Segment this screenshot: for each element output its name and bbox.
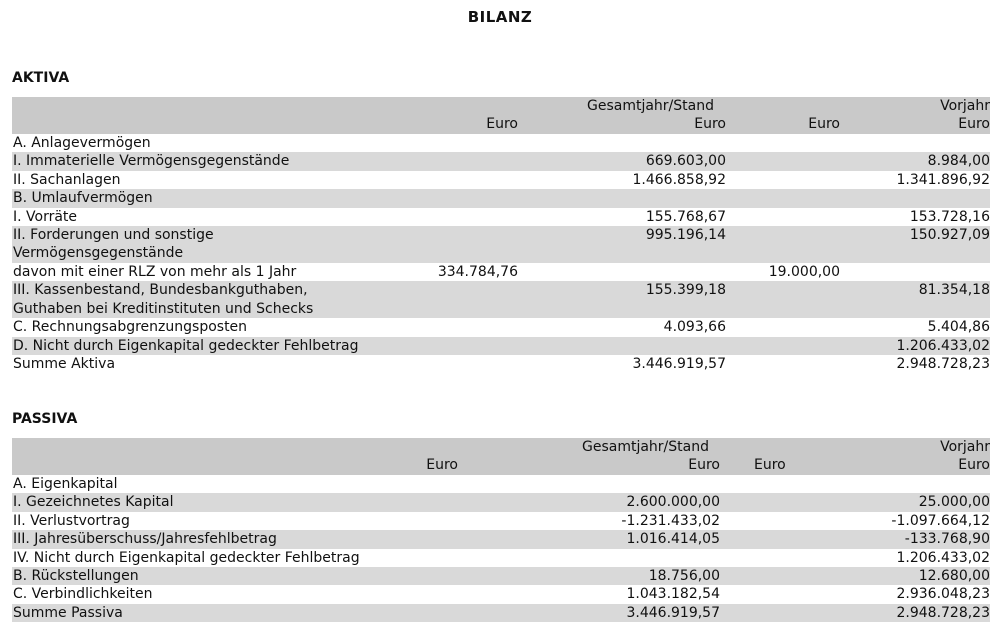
passiva-value-c4: 12.680,00 [918,567,990,584]
aktiva-table [12,97,990,374]
row-label-line: II. Forderungen und sonstige [13,226,214,243]
aktiva-value-c2: 669.603,00 [645,153,726,170]
aktiva-header-group: Gesamtjahr/Stand [587,98,714,114]
aktiva-row [12,263,990,281]
passiva-value-c4: 2.948.728,23 [896,604,990,621]
passiva-row [12,530,990,548]
aktiva-heading: AKTIVA [12,70,70,86]
passiva-value-c2: 1.016.414,05 [626,531,720,548]
passiva-row-label [13,530,277,548]
aktiva-value-c4: 1.341.896,92 [896,171,990,188]
row-label-line: A. Anlagevermögen [13,135,151,151]
row-label-line: davon mit einer RLZ von mehr als 1 Jahr [13,263,297,280]
passiva-row [12,475,990,493]
aktiva-value-c2: 155.768,67 [645,208,726,225]
aktiva-body [12,134,990,374]
aktiva-row-label [13,171,121,189]
row-label-line: Summe Aktiva [13,356,116,373]
passiva-body [12,475,990,622]
aktiva-row-label [13,263,296,281]
aktiva-row-label [13,355,115,373]
aktiva-row [12,208,990,226]
passiva-value-c2: 18.756,00 [648,567,720,584]
aktiva-row-label [13,208,77,226]
row-label-line: I. Immaterielle Vermögensgegenstände [13,153,290,170]
row-label-line: B. Rückstellungen [13,567,139,584]
passiva-heading: PASSIVA [12,411,78,427]
passiva-header-col3: Euro [754,457,786,473]
aktiva-header-col1: Euro [486,116,518,132]
aktiva-header-col4: Euro [958,116,990,132]
row-label-line: Vermögensgegenstände [13,245,184,262]
passiva-value-c2: 2.600.000,00 [626,494,720,511]
aktiva-value-c3: 19.000,00 [768,263,840,280]
aktiva-row-label [13,189,153,207]
aktiva-value-c4: 1.206.433,02 [896,337,990,354]
passiva-row-label [13,604,123,622]
aktiva-row [12,281,990,318]
aktiva-value-c1: 334.784,76 [437,263,518,280]
row-label-line: D. Nicht durch Eigenkapital gedeckter Fehlbetrag [13,337,359,354]
passiva-value-c4: 1.206.433,02 [896,549,990,566]
row-label-line: A. Eigenkapital [13,476,118,492]
aktiva-header-prev: Vorjahr [940,98,990,114]
passiva-value-c2: 3.446.919,57 [626,604,720,621]
row-label-line: I. Vorräte [13,208,78,225]
passiva-header-col1: Euro [426,457,458,473]
passiva-row-label [13,549,360,567]
aktiva-value-c2: 3.446.919,57 [632,356,726,373]
aktiva-row-label [13,134,151,152]
row-label-line: II. Verlustvortrag [13,512,130,529]
passiva-header-group: Gesamtjahr/Stand [582,439,709,455]
aktiva-value-c2: 4.093,66 [663,319,726,336]
passiva-value-c4: 2.936.048,23 [896,586,990,603]
row-label-line: IV. Nicht durch Eigenkapital gedeckter Fehlbetrag [13,549,360,566]
aktiva-row-label [13,152,289,170]
aktiva-row [12,337,990,355]
passiva-header-col4: Euro [958,457,990,473]
page-title: BILANZ [467,8,533,26]
aktiva-row-label [13,318,247,336]
row-label-line: Summe Passiva [13,604,123,621]
passiva-row [12,549,990,567]
row-label-line: C. Verbindlichkeiten [13,586,153,603]
aktiva-row [12,134,990,152]
row-label-line: II. Sachanlagen [13,171,121,188]
passiva-row [12,493,990,511]
aktiva-value-c2: 155.399,18 [645,282,726,299]
aktiva-row [12,189,990,207]
row-label-line: I. Gezeichnetes Kapital [13,494,174,511]
aktiva-row [12,318,990,336]
aktiva-row [12,226,990,263]
aktiva-row [12,171,990,189]
passiva-row [12,604,990,622]
passiva-row [12,512,990,530]
aktiva-header-col2: Euro [694,116,726,132]
row-label-line: Guthaben bei Kreditinstituten und Schecks [13,300,314,317]
passiva-header-prev: Vorjahr [940,439,990,455]
aktiva-value-c4: 150.927,09 [909,226,990,243]
row-label-line: C. Rechnungsabgrenzungsposten [13,319,248,336]
aktiva-header-col3: Euro [808,116,840,132]
aktiva-value-c2: 1.466.858,92 [632,171,726,188]
aktiva-row [12,355,990,373]
aktiva-value-c4: 81.354,18 [918,282,990,299]
passiva-value-c2: -1.231.433,02 [621,512,720,529]
passiva-row-label [13,493,174,511]
row-label-line: B. Umlaufvermögen [13,190,153,207]
aktiva-row [12,152,990,170]
passiva-row-label [13,585,153,603]
row-label-line: III. Kassenbestand, Bundesbankguthaben, [13,282,308,299]
passiva-value-c2: 1.043.182,54 [626,586,720,603]
aktiva-row-label [13,281,313,318]
passiva-value-c4: -1.097.664,12 [891,512,990,529]
passiva-value-c4: 25.000,00 [918,494,990,511]
passiva-row [12,567,990,585]
row-label-line: III. Jahresüberschuss/Jahresfehlbetrag [13,531,277,548]
passiva-row [12,585,990,603]
passiva-value-c4: -133.768,90 [904,531,990,548]
aktiva-row-label [13,226,214,263]
aktiva-header-row [12,97,990,134]
passiva-row-label [13,475,118,493]
aktiva-row-label [13,337,359,355]
aktiva-value-c2: 995.196,14 [645,226,726,243]
passiva-header-row [12,438,990,475]
aktiva-value-c4: 153.728,16 [909,208,990,225]
aktiva-value-c4: 5.404,86 [927,319,990,336]
passiva-row-label [13,512,130,530]
aktiva-value-c4: 8.984,00 [927,153,990,170]
aktiva-value-c4: 2.948.728,23 [896,356,990,373]
passiva-header-col2: Euro [688,457,720,473]
passiva-table [12,438,990,622]
passiva-row-label [13,567,139,585]
